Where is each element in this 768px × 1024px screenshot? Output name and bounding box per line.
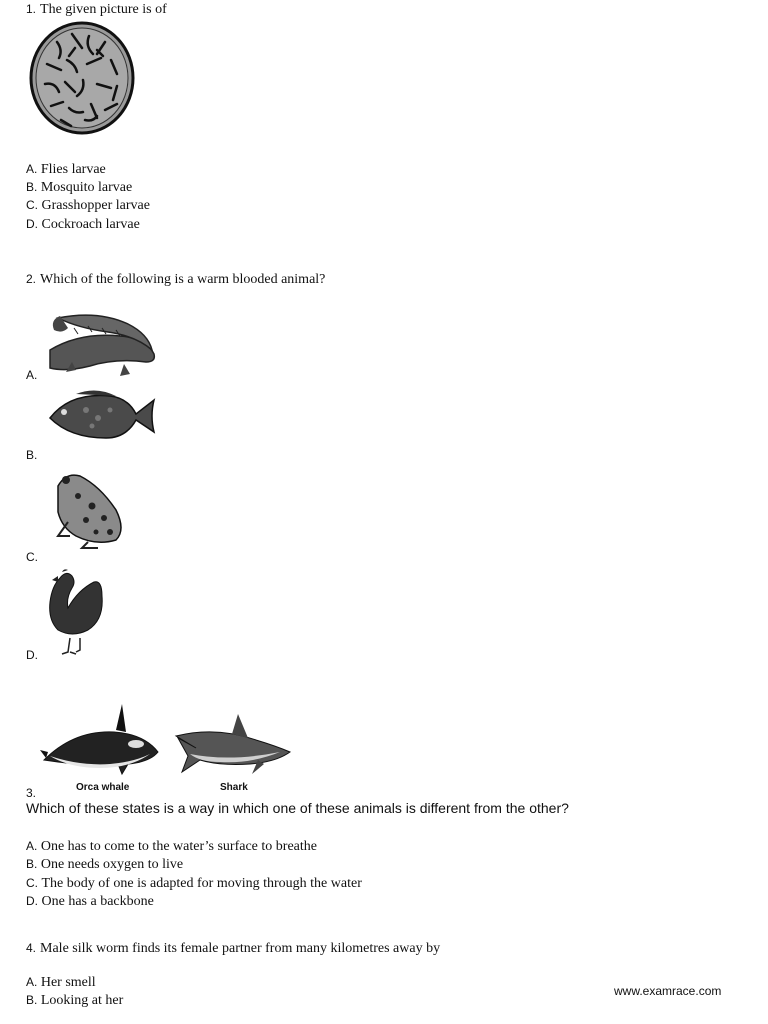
q2-option-a[interactable] <box>26 368 37 384</box>
orca-and-shark-image <box>40 700 296 796</box>
footer-site-url[interactable]: www.examrace.com <box>614 984 722 998</box>
option-letter: C. <box>26 550 38 564</box>
crocodile-image <box>44 306 160 378</box>
q2-text: Which of the following is a warm blooded animal? <box>40 272 326 287</box>
q2-option-b[interactable] <box>26 448 37 464</box>
option-text: Her smell <box>40 975 96 990</box>
q4-heading <box>26 939 440 957</box>
option-letter: C. <box>26 876 38 890</box>
option-letter: A. <box>26 368 38 382</box>
option-text: Grasshopper larvae <box>41 198 150 213</box>
option-text: One has a backbone <box>41 894 154 909</box>
q1-text: The given picture is of <box>40 2 167 17</box>
q1-option-b[interactable] <box>26 180 132 196</box>
option-letter: B. <box>26 993 38 1007</box>
q3-option-d[interactable] <box>26 894 154 910</box>
q4-number: 4. <box>26 941 37 955</box>
q1-heading <box>26 0 167 18</box>
option-letter: A. <box>26 839 38 853</box>
option-text: Flies larvae <box>40 162 106 177</box>
option-letter: A. <box>26 975 38 989</box>
option-letter: B. <box>26 857 38 871</box>
q2-heading <box>26 270 325 288</box>
option-text: One has to come to the water’s surface to breathe <box>40 839 317 854</box>
q3-option-c[interactable] <box>26 876 362 892</box>
q4-option-b[interactable] <box>26 993 123 1009</box>
shark-label: Shark <box>220 782 248 793</box>
hen-image <box>46 568 106 656</box>
orca-label: Orca whale <box>76 782 130 793</box>
option-letter: D. <box>26 648 38 662</box>
q3-option-b[interactable] <box>26 857 183 873</box>
option-letter: B. <box>26 180 38 194</box>
option-text: The body of one is adapted for moving through the water <box>41 876 362 891</box>
option-text: Mosquito larvae <box>40 180 133 195</box>
option-letter: B. <box>26 448 38 462</box>
q1-number: 1. <box>26 2 37 16</box>
fish-image <box>46 388 158 448</box>
q1-option-d[interactable] <box>26 217 140 233</box>
q1-option-a[interactable] <box>26 162 106 178</box>
option-letter: D. <box>26 217 38 231</box>
option-text: One needs oxygen to live <box>40 857 184 872</box>
option-letter: A. <box>26 162 38 176</box>
q2-option-d[interactable] <box>26 648 38 664</box>
option-letter: D. <box>26 894 38 908</box>
option-text: Cockroach larvae <box>41 217 140 232</box>
option-letter: C. <box>26 198 38 212</box>
q2-option-c[interactable] <box>26 550 38 566</box>
q3-number: 3. <box>26 786 37 800</box>
frog-image <box>48 466 132 550</box>
petri-dish-larvae-image <box>27 20 139 138</box>
q2-number: 2. <box>26 272 37 286</box>
q4-text: Male silk worm finds its female partner from many kilometres away by <box>40 941 441 956</box>
q3-option-a[interactable] <box>26 839 317 855</box>
q1-option-c[interactable] <box>26 198 150 214</box>
q4-option-a[interactable] <box>26 975 96 991</box>
q3-text: Which of these states is a way in which one of these animals is different from the other? <box>26 800 569 816</box>
option-text: Looking at her <box>40 993 124 1008</box>
